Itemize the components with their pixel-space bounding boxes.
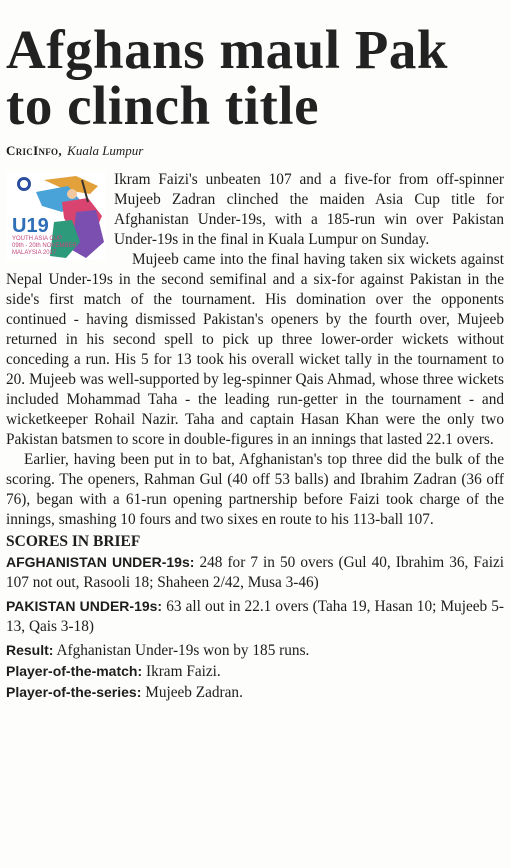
headline-line-2: to clinch title [6,75,319,136]
score-pakistan [6,596,504,637]
player-of-series-line [6,682,504,703]
result-text: Afghanistan Under-19s won by 185 runs. [56,642,310,659]
paragraph-2: Mujeeb came into the final having taken six wickets against Nepal Under-19s in the second semifinal and a six-for against Pakistan in the side's first match of the tournament. His domination over the opponents continued - having dismissed Pakistan's openers by the fourth over, Mujeeb returned in his second spell to pick up three lower-order wickets without conceding a run. His 5 for 13 took his overall wicket tally in the tournament to 20. Mujeeb was well-supported by leg-spinner Qais Ahmad, whose three wickets included Mohammad Taha - the leading run-getter in the tournament - and wicketkeeper Rohail Nazir. Taha and captain Hasan Khan were the only two Pakistan batsmen to score in double-figures in an innings that lasted 22.1 overs. [6,251,504,448]
byline-source: CricInfo, [6,143,62,158]
player-of-match-line [6,661,504,682]
player-of-series-label: Player-of-the-series: [6,684,142,700]
score-pakistan-label: PAKISTAN UNDER-19s: [6,598,163,614]
logo-tagline-1: YOUTH ASIA CUP [12,236,63,242]
scores-heading: SCORES IN BRIEF [6,533,141,550]
player-of-series-text: Mujeeb Zadran. [145,684,243,701]
player-of-match-label: Player-of-the-match: [6,663,143,679]
score-pakistan-text: 63 all out in 22.1 overs (Taha 19, Hasan 10; Mujeeb 5-13, Qais 3-18) [6,598,504,635]
byline-location: Kuala Lumpur [67,143,144,158]
headline [6,0,504,134]
article-body [6,170,504,703]
logo-tagline-2: 09th - 20th NOVEMBER [12,243,77,249]
result-label: Result: [6,642,54,658]
score-afghanistan [6,552,504,593]
paragraph-1: Ikram Faizi's unbeaten 107 and a five-for from off-spinner Mujeeb Zadran clinched the maiden Asia Cup title for Afghanistan Under-19s, with a 185-run win over Pakistan Under-19s in the final in Kuala Lumpur on Sunday. [114,171,504,248]
score-afghanistan-label: AFGHANISTAN UNDER-19s: [6,554,195,570]
score-afghanistan-text: 248 for 7 in 50 overs (Gul 40, Ibrahim 36, Faizi 107 not out, Rasooli 18; Shaheen 2/42, Musa 3-46) [6,554,504,591]
player-of-match-text: Ikram Faizi. [145,663,221,680]
u19-asia-cup-logo [6,172,106,260]
byline [6,140,504,162]
logo-u19-text: U19 [12,215,49,237]
logo-tagline-3: MALAYSIA 2017 [12,250,57,256]
result-line [6,640,504,661]
headline-line-1: Afghans maul Pak [6,19,448,80]
paragraph-3: Earlier, having been put in to bat, Afghanistan's top three did the bulk of the scoring. The openers, Rahman Gul (40 off 53 balls) and Ibrahim Zadran (36 off 76), began with a 61-run opening partnership before Faizi took charge of the innings, smashing 10 fours and two sixes en route to his 113-ball 107. [6,451,504,528]
